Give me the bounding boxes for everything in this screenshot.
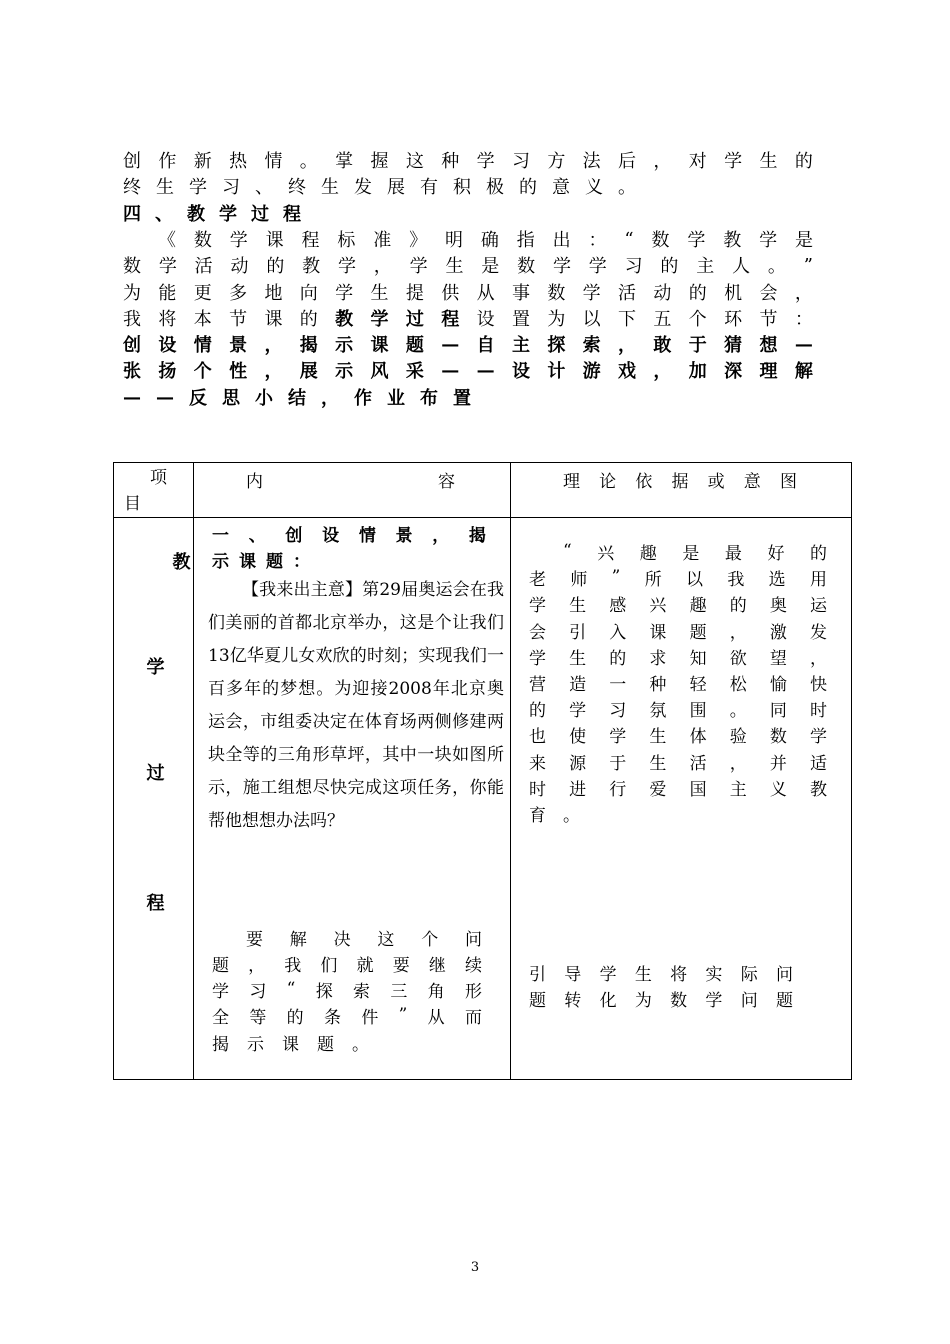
section-body-line-1: 《 数 学 课 程 标 准 》 明 确 指 出 ： “ 数 学 教 学 是 xyxy=(158,228,813,251)
row-label-char-4: 程 xyxy=(146,893,165,914)
basis-line-3: 学 生 感 兴 趣 的 奥 运 xyxy=(529,595,827,616)
basis-line-9: 来 源 于 生 活 ， 并 适 xyxy=(529,753,827,774)
scenario-paragraph: 【我来出主意】第29届奥运会在我们美丽的首都北京举办，这是个让我们13亿华夏儿女欢欣的时刻；实现我们一百多年的梦想。为迎接2008年北京奥运会，市组委决定在体育场两侧修建两块全等的三角形草坪，其中一块如图所示，施工组想尽快完成这项任务，你能帮他想想办法吗？ xyxy=(208,580,504,831)
header-item-line-1: 项 xyxy=(150,468,167,488)
section-body-line-4: 我 将 本 节 课 的 教 学 过 程 设 置 为 以 下 五 个 环 节 ： xyxy=(123,309,813,330)
row-label-char-1: 教 xyxy=(172,552,191,573)
header-item-line-2: 目 xyxy=(124,494,141,514)
section-body-line-3: 为 能 更 多 地 向 学 生 提 供 从 事 数 学 活 动 的 机 会 ， xyxy=(123,283,813,304)
basis-line-11: 育 。 xyxy=(529,805,580,826)
step-title-line-1: 一 、 创 设 情 景 ， 揭 xyxy=(212,525,486,546)
solve-line-4: 全 等 的 条 件 ” 从 而 xyxy=(212,1005,482,1028)
basis-line-4: 会 引 入 课 题 ， 激 发 xyxy=(529,622,827,643)
section-body-line-2: 数 学 活 动 的 教 学 ， 学 生 是 数 学 学 习 的 主 人 。 ” xyxy=(123,254,813,277)
section-body-line-7: — — 反 思 小 结 ， 作 业 布 置 xyxy=(123,386,471,409)
header-basis: 理 论 依 据 或 意 图 xyxy=(563,472,797,492)
header-item-cell xyxy=(114,463,194,518)
section-body-line-5: 创 设 情 景 ， 揭 示 课 题 — 自 主 探 索 ， 敢 于 猜 想 — xyxy=(123,333,813,356)
content-cell xyxy=(194,518,511,1080)
basis-cell xyxy=(511,518,852,1080)
basis-line-6: 营 造 一 种 轻 松 愉 快 xyxy=(529,674,827,695)
header-basis-cell xyxy=(511,463,852,518)
solve-line-2: 题 ， 我 们 就 要 继 续 xyxy=(212,955,482,976)
row-label-char-2: 学 xyxy=(146,657,165,678)
row-label-char-3: 过 xyxy=(146,763,165,784)
intro-line-1: 创 作 新 热 情 。 掌 握 这 种 学 习 方 法 后 ， 对 学 生 的 xyxy=(123,151,813,172)
basis-line-7: 的 学 习 氛 围 。 同 时 xyxy=(529,700,827,721)
basis-line-8: 也 使 学 生 体 验 数 学 xyxy=(529,726,827,747)
header-content-right: 容 xyxy=(438,472,455,492)
basis-line-10: 时 进 行 爱 国 主 义 教 xyxy=(529,779,827,800)
solve-line-1: 要 解 决 这 个 问 xyxy=(246,929,482,950)
section-heading: 四 、 教 学 过 程 xyxy=(123,204,301,225)
guide-line-2: 题 转 化 为 数 学 问 题 xyxy=(529,990,793,1011)
step-title-line-2: 示 课 题 ： xyxy=(212,551,310,572)
header-content-left: 内 xyxy=(246,472,263,492)
page-number: 3 xyxy=(470,1260,480,1275)
solve-line-3: 学 习 “ 探 索 三 角 形 xyxy=(212,979,482,1002)
intro-line-2: 终 生 学 习 、 终 生 发 展 有 积 极 的 意 义 。 xyxy=(123,177,636,198)
teaching-process-table xyxy=(113,462,852,1080)
solve-line-5: 揭 示 课 题 。 xyxy=(212,1034,369,1055)
basis-line-5: 学 生 的 求 知 欲 望 ， xyxy=(529,648,827,669)
section-body-line-6: 张 扬 个 性 ， 展 示 风 采 — — 设 计 游 戏 ， 加 深 理 解 xyxy=(123,359,813,382)
guide-line-1: 引 导 学 生 将 实 际 问 xyxy=(529,964,793,985)
basis-line-1: “ 兴 趣 是 最 好 的 xyxy=(563,541,827,564)
basis-line-2: 老 师 ” 所 以 我 选 用 xyxy=(529,567,827,590)
header-content-cell xyxy=(194,463,511,518)
row-label-cell xyxy=(114,518,194,1080)
